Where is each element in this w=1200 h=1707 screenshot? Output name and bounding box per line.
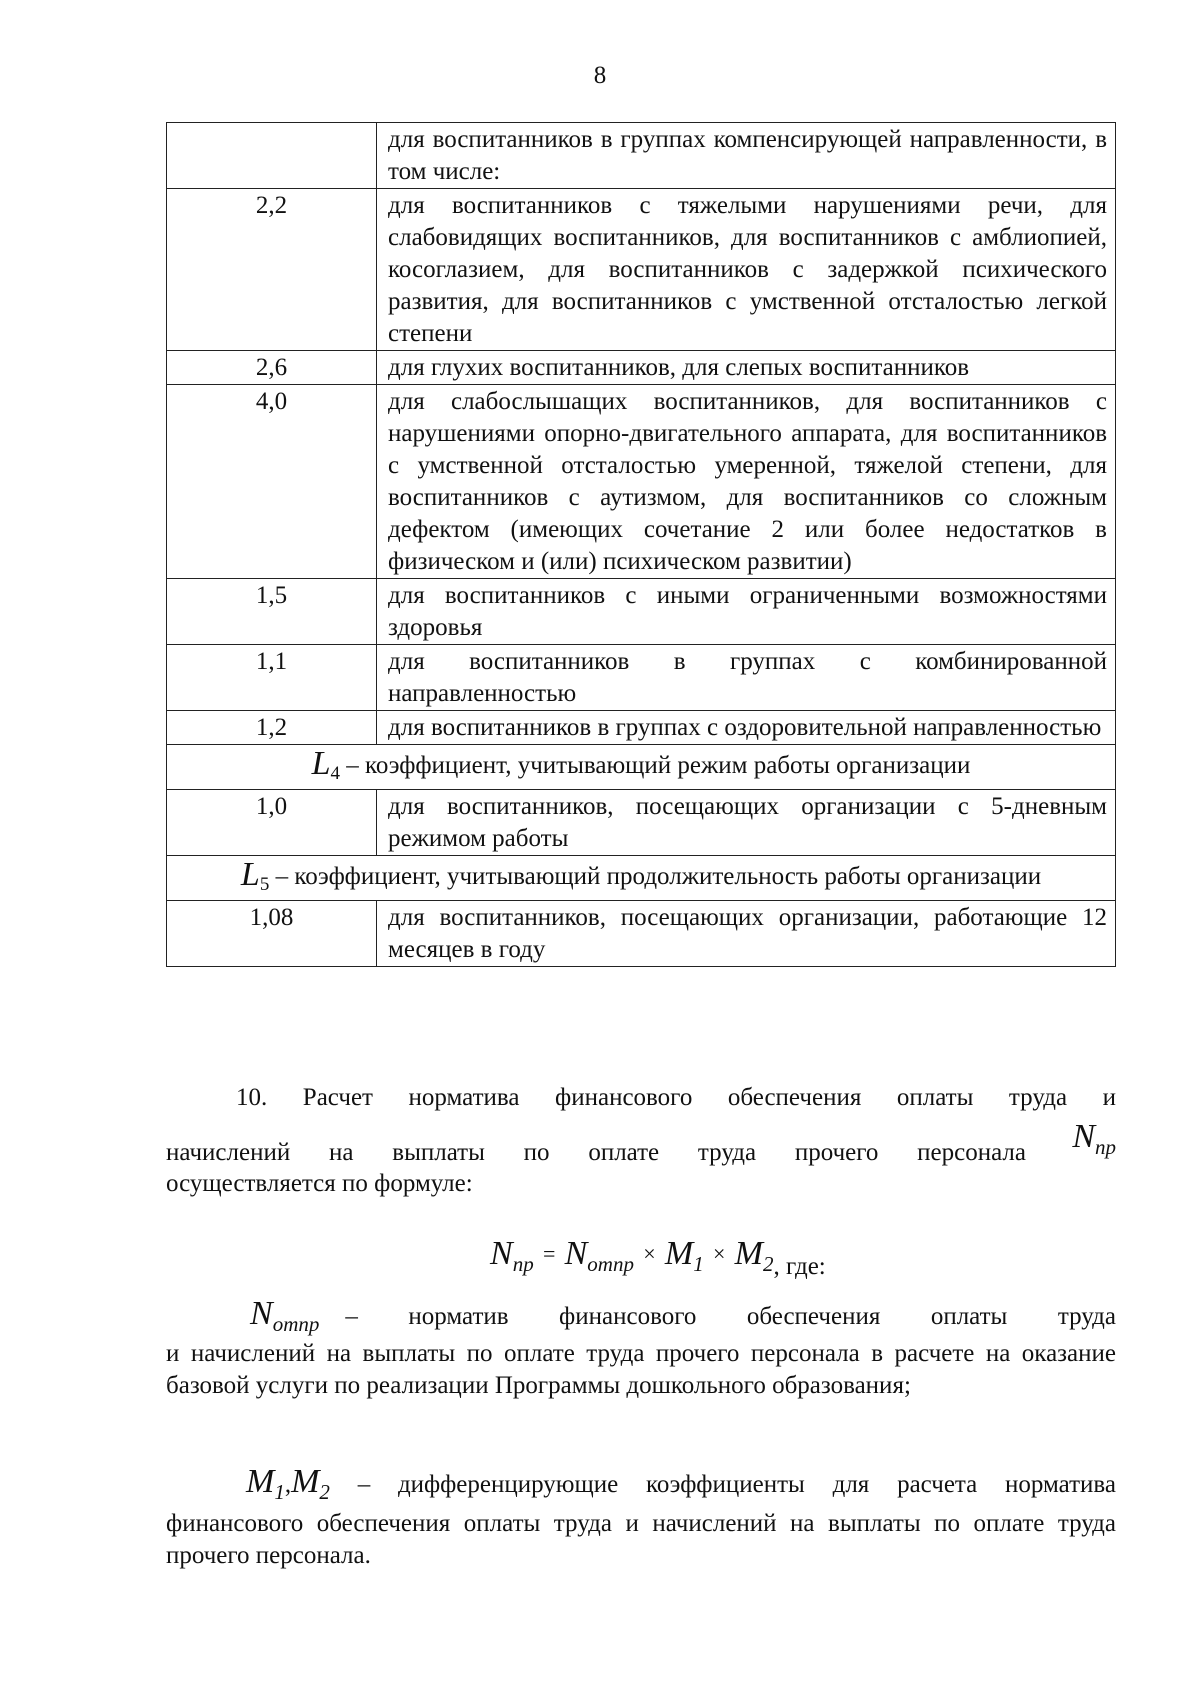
definition-notpr-rest: и начислений на выплаты по оплате труда прочего персонала в расчете на оказание базовой услуги по реализации Программы дошкольного образования; <box>166 1340 1116 1399</box>
coefficient-value: 2,6 <box>167 351 377 385</box>
formula: $N_{пр} = N_{отпр} \times M_1 \times M_2$, где: <box>490 1235 826 1280</box>
coefficient-value: 1,2 <box>167 711 377 745</box>
coefficient-description: для воспитанников, посещающих организации с 5-дневным режимом работы <box>377 790 1116 856</box>
l4-caption: – коэффициент, учитывающий режим работы организации <box>346 752 971 779</box>
table-row <box>167 579 1116 645</box>
page-number: 8 <box>593 62 607 89</box>
coefficient-description: для воспитанников в группах с комбинированной направленностью <box>377 645 1116 711</box>
paragraph-10-line-2: начислений на выплаты по оплате труда прочего персонала <box>166 1139 1026 1166</box>
coefficient-value: 2,2 <box>167 189 377 351</box>
coefficient-value: 1,1 <box>167 645 377 711</box>
coefficient-value: 4,0 <box>167 385 377 579</box>
definition-m1-m2 <box>166 1463 1116 1572</box>
l4-header <box>167 745 1116 790</box>
coefficient-description: для воспитанников в группах с оздоровительной направленностью <box>377 711 1116 745</box>
coefficient-description: для воспитанников с иными ограниченными возможностями здоровья <box>377 579 1116 645</box>
m1-m2-caption: – дифференцирующие коэффициенты для расчета норматива финансового обеспечения оплаты труда и начислений на выплаты по оплате труда прочего персонала. <box>166 1471 1116 1569</box>
coefficient-value: 1,5 <box>167 579 377 645</box>
definition-notpr <box>166 1295 1116 1402</box>
table-row <box>167 351 1116 385</box>
table-row <box>167 901 1116 967</box>
table-row <box>167 385 1116 579</box>
notpr-caption: – норматив финансового обеспечения оплаты труда <box>345 1303 1116 1330</box>
l5-symbol: L <box>240 856 260 893</box>
notpr-symbol: $N_{отпр}$ <box>250 1295 320 1336</box>
l5-caption: – коэффициент, учитывающий продолжительность работы организации <box>275 863 1042 890</box>
table-section-header <box>167 745 1116 790</box>
definition-notpr-first-line <box>166 1295 1116 1340</box>
table-row <box>167 189 1116 351</box>
m1-m2-symbols: $M_1,M_2$ <box>246 1463 330 1504</box>
table-row <box>167 790 1116 856</box>
table-row <box>167 645 1116 711</box>
coefficient-value: 1,0 <box>167 790 377 856</box>
paragraph-10-line-3: осуществляется по формуле: <box>166 1170 473 1197</box>
l5-subscript: 5 <box>259 874 270 895</box>
table-section-header <box>167 856 1116 901</box>
coefficient-value: 1,08 <box>167 901 377 967</box>
np-symbol-inline: Nпр <box>1072 1118 1116 1159</box>
coefficient-description: для воспитанников в группах компенсирующей направленности, в том числе: <box>377 123 1116 189</box>
coefficient-description: для воспитанников с тяжелыми нарушениями речи, для слабовидящих воспитанников, для воспитанников с амблиопией, косоглазием, для воспитанников с задержкой психического развития, для воспитанников с умственной отсталостью легкой степени <box>377 189 1116 351</box>
coefficient-description: для глухих воспитанников, для слепых воспитанников <box>377 351 1116 385</box>
l5-header <box>167 856 1116 901</box>
table-row <box>167 123 1116 189</box>
l4-subscript: 4 <box>330 763 341 784</box>
coefficient-description: для слабослышащих воспитанников, для воспитанников с нарушениями опорно-двигательного аппарата, для воспитанников с умственной отсталостью умеренной, тяжелой степени, для воспитанников с аутизмом, для воспитанников со сложным дефектом (имеющих сочетание 2 или более недостатков в физическом и (или) психическом развитии) <box>377 385 1116 579</box>
coefficient-table <box>166 122 1116 967</box>
paragraph-10-line-1: 10. Расчет норматива финансового обеспечения оплаты труда и <box>236 1084 1116 1111</box>
coefficient-description: для воспитанников, посещающих организации, работающие 12 месяцев в году <box>377 901 1116 967</box>
l4-symbol: L <box>311 745 331 782</box>
table-row <box>167 711 1116 745</box>
coefficient-value <box>167 123 377 189</box>
